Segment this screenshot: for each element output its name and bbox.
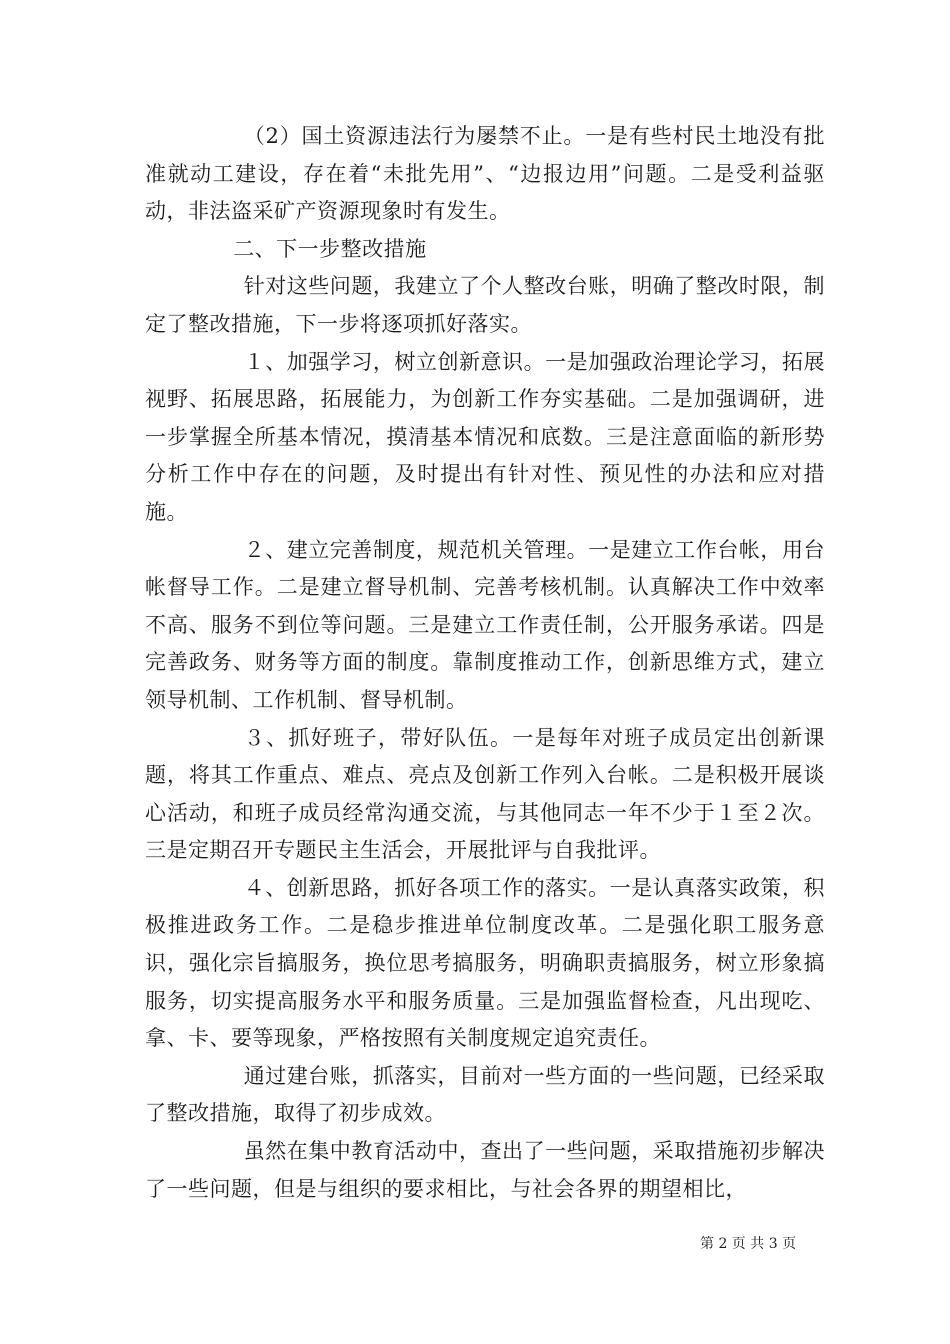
paragraph-progress: 通过建台账，抓落实，目前对一些方面的一些问题，已经采取了整改措施，取得了初步成效。 — [145, 1063, 825, 1126]
paragraph-measure-4: ４、创新思路，抓好各项工作的落实。一是认真落实政策，积极推进政务工作。二是稳步推进单位制度改革。二是强化职工服务意识，强化宗旨搞服务，换位思考搞服务，明确职责搞服务，树立形象搞服务，切实提高服务水平和服务质量。三是加强监督检查，凡出现吃、拿、卡、要等现象，严格按照有关制度规定追究责任。 — [145, 875, 825, 1051]
paragraph-measure-2: ２、建立完善制度，规范机关管理。一是建立工作台帐，用台帐督导工作。二是建立督导机制、完善考核机制。认真解决工作中效率不高、服务不到位等问题。三是建立工作责任制，公开服务承诺。四是完善政务、财务等方面的制度。靠制度推动工作，创新思维方式，建立领导机制、工作机制、督导机制。 — [145, 537, 825, 712]
paragraph-conclusion-start: 虽然在集中教育活动中，查出了一些问题，采取措施初步解决了一些问题，但是与组织的要求相比，与社会各界的期望相比， — [145, 1139, 825, 1201]
document-body — [145, 118, 825, 1208]
paragraph-rectification-intro: 针对这些问题，我建立了个人整改台账，明确了整改时限，制定了整改措施，下一步将逐项抓好落实。 — [145, 274, 825, 336]
paragraph-land-violations: （2）国土资源违法行为屡禁不止。一是有些村民土地没有批准就动工建设，存在着“未批先用”、“边报边用”问题。二是受利益驱动，非法盗采矿产资源现象时有发生。 — [145, 124, 825, 224]
section-heading-next-steps: 二、下一步整改措施 — [233, 236, 427, 261]
paragraph-measure-3: ３、抓好班子，带好队伍。一是每年对班子成员定出创新课题，将其工作重点、难点、亮点及创新工作列入台帐。二是积极开展谈心活动，和班子成员经常沟通交流，与其他同志一年不少于１至２次。三是定期召开专题民主生活会，开展批评与自我批评。 — [145, 725, 825, 863]
page-number-footer: 第 2 页 共 3 页 — [700, 1236, 797, 1252]
paragraph-measure-1: １、加强学习，树立创新意识。一是加强政治理论学习，拓展视野、拓展思路，拓展能力，为创新工作夯实基础。二是加强调研，进一步掌握全所基本情况，摸清基本情况和底数。三是注意面临的新形势分析工作中存在的问题，及时提出有针对性、预见性的办法和应对措施。 — [145, 349, 825, 524]
